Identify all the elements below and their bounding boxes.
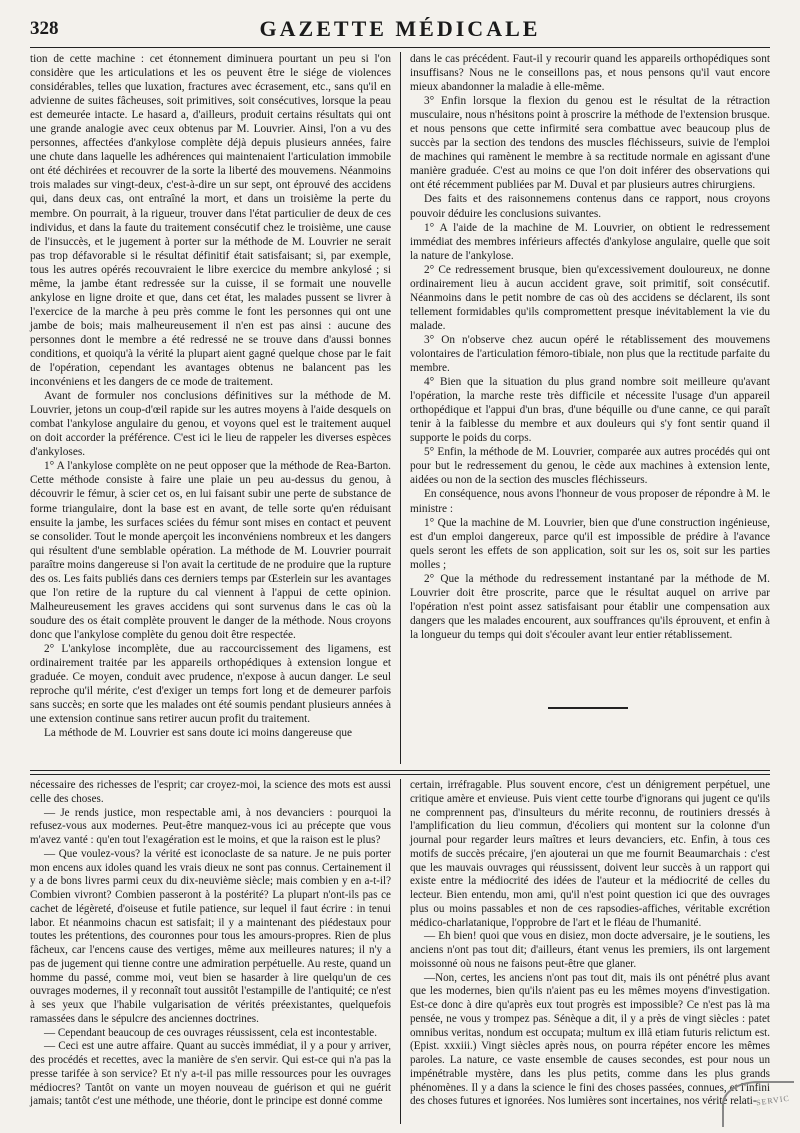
feuilleton-paragraph: —Non, certes, les anciens n'ont pas tout dit, mais ils ont pénétré plus avant que les modernes, bien qu'ils n'aient pas eu les mêmes moyens d'investigation. Est-ce donc à dire qu'après eux tout progrès est impossible? Ce n'est pas là ma pensée, ne vous y trompez pas. Sénèque a dit, il y a près de vingt siècles : patet omnibus veritas, nondum est occupata; multum ex illâ etiam futuris relictum est. (Epist. xxxiii.) Vingt siècles après nous, on pourra répéter encore les mêmes paroles. La nature, ce vaste ensemble de causes secondes, est pour nous un impénétrable mystère, dans les plus petits, comme dans les plus grands phénomènes. Il y a dans la science le fini des choses passées, connues, et l'infini des choses futures et ignorées. Nos lumières sont incertaines, nos vérité relati-: [410, 971, 770, 1108]
column-divider: [400, 52, 401, 764]
journal-title: GAZETTE MÉDICALE: [259, 16, 541, 41]
feuilleton-column-left: [30, 779, 391, 1124]
report-paragraph: Avant de formuler nos conclusions définitives sur la méthode de M. Louvrier, jetons un coup-d'œil rapide sur les autres moyens à l'aide desquels on combat l'ankylose angulaire du genou, et voyons quel est le traitement auquel on doit accorder la préférence. C'est ici le lieu de rappeler les diverses espèces d'ankyloses.: [30, 390, 391, 459]
report-column-left: [30, 52, 391, 764]
header-rule: [30, 47, 770, 48]
feuilleton-column-right: [410, 779, 770, 1108]
feuilleton-paragraph: — Ceci est une autre affaire. Quant au succès immédiat, il y a pour y arriver, des procédés et recettes, avec la manière de s'en servir. Qui est-ce qui n'a pas la presse tarifée à son service? Et n'y a-t-il pas mille ressources pour les ouvrages médiocres? Tantôt on vante un moyen nouveau de guérison et qui ne guérit jamais; tantôt c'est une méthode, une théorie, dont le principe est donné comme: [30, 1040, 391, 1108]
section-end-rule: [548, 707, 628, 709]
feuilleton-separator: [30, 770, 770, 775]
report-paragraph: 1° Que la machine de M. Louvrier, bien que d'une construction ingénieuse, est d'un emploi dangereux, parce qu'il est impossible de prédire à l'avance quels seront les effets de son application, soit sur les os, soit sur les parties molles ;: [410, 516, 770, 571]
report-paragraph: 1° A l'aide de la machine de M. Louvrier, on obtient le redressement immédiat des membres inférieurs affectés d'ankylose angulaire, quelle que soit la nature de l'ankylose.: [410, 221, 770, 262]
report-paragraph: 2° Que la méthode du redressement instantané par la méthode de M. Louvrier doit être proscrite, parce que le résultat auquel on arrive par l'opération n'est point assez satisfaisant pour établir une compensation aux dangers que les malades encourent, aux souffrances qu'ils éprouvent, et enfin à la longueur du temps qui doit s'écouler avant leur entier rétablissement.: [410, 572, 770, 641]
feuilleton-paragraph: nécessaire des richesses de l'esprit; car croyez-moi, la science des mots est aussi celle des choses.: [30, 779, 391, 805]
feuilleton-paragraph: — Cependant beaucoup de ces ouvrages réussissent, cela est incontestable.: [44, 1026, 378, 1039]
report-paragraph: Des faits et des raisonnemens contenus dans ce rapport, nous croyons pouvoir déduire les conclusions suivantes.: [410, 193, 770, 220]
report-paragraph: dans le cas précédent. Faut-il y recourir quand les appareils orthopédiques sont insuffisans? Nous ne le conseillons pas, et nous pensons qu'il vaut encore mieux abandonner la maladie à elle-même.: [410, 53, 770, 94]
report-column-right: [410, 52, 770, 692]
feuilleton-paragraph: — Je rends justice, mon respectable ami, à nos devanciers : pourquoi la refusez-vous aux modernes. Peut-être manquez-vous ici au précepte que vous m'avez vanté : qu'en tout l'exagération est le moins, et que la raison est le plus?: [30, 806, 391, 846]
feuilleton-paragraph: — Eh bien! quoi que vous en disiez, mon docte adversaire, je le soutiens, les anciens n'ont pas tout dit; d'ailleurs, étant venus les premiers, ils ont largement moissonné où nous ne faisons peut-être que glaner.: [410, 930, 770, 970]
report-paragraph: 4° Bien que la situation du plus grand nombre soit meilleure qu'avant l'opération, la marche reste très difficile et nécessite l'usage d'un appareil orthopédique et l'appui d'un bras, d'une béquille ou d'une canne, ce qui paraît tenir à la faiblesse du membre et aux douleurs qui s'y font sentir quand il supporte le poids du corps.: [410, 376, 770, 445]
report-paragraph: 3° On n'observe chez aucun opéré le rétablissement des mouvemens volontaires de l'articulation fémoro-tibiale, non plus que la rectitude parfaite du membre.: [410, 333, 770, 375]
page-header: [30, 14, 770, 44]
library-stamp-text: SERVIC: [755, 1093, 791, 1108]
report-paragraph: 2° Ce redressement brusque, bien qu'excessivement douloureux, ne donne ordinairement lieu à aucun accident grave, soit primitif, soit consécutif. Néanmoins dans le petit nombre de cas où des accidens se déclarent, ils sont tellement formidables qu'ils compromettent presque inévitablement la vie du malade.: [410, 263, 770, 332]
report-paragraph: 5° Enfin, la méthode de M. Louvrier, comparée aux autres procédés qui ont pour but le redressement du genou, le cède aux machines à extension lente, aidées ou non de la section des muscles fléchisseurs.: [410, 446, 770, 487]
report-paragraph: 1° A l'ankylose complète on ne peut opposer que la méthode de Rea-Barton. Cette méthode consiste à faire une plaie un peu au-dessus du genou, à découvrir le fémur, à scier cet os, en lui faisant subir une perte de substance de forme triangulaire, dont la base est en avant, de telle sorte qu'en réduisant ensuite la jambe, les surfaces sciées du fémur sont mises en contact et peuvent se consolider. Tout le monde aperçoit les inconvéniens nombreux et les dangers qui résultent d'une semblable opération. La méthode de M. Louvrier pourrait paraître moins dangereuse si l'on avait la certitude de ne produire que la rupture des os. Les faits publiés dans ces derniers temps par Œsterlein sur les avantages que l'on retire de la rupture du cal viennent à l'appui de cette opinion. Malheureusement les graves accidens qui sont survenus dans le cas où la soudure des os était complète prouvent le danger de la méthode. Nous croyons donc que l'ankylose complète du genou doit être respectée.: [30, 460, 391, 641]
report-paragraph: 2° L'ankylose incomplète, due au raccourcissement des ligamens, est ordinairement traitée par les appareils orthopédiques à extension longue et graduée. Ce moyen, conduit avec prudence, n'expose à aucun danger. Le seul reproche qu'il mérite, c'est d'exiger un temps fort long et de demeurer parfois sans succès; en sorte que les malades ont été soumis pendant plusieurs années à une extension continue sans retirer aucun profit du traitement.: [30, 642, 391, 726]
feuilleton-paragraph: certain, irréfragable. Plus souvent encore, c'est un dénigrement perpétuel, une critique amère et envieuse. Puis vient cette tourbe d'ignorans qui jugent ce qu'ils ne comprennent pas, d'insulteurs du mérite reconnu, de routiniers dressés à l'amplification du lieu commun, d'écoliers qui montent sur la colonne d'un journal pour regarder leurs maîtres et leurs devanciers, etc. Enfin, à tous ces motifs de succès précaire, j'en ajouterai un que me fournit Beaumarchais : c'est que les mauvais ouvrages qui réussissent, doivent leur succès à un rapport qui existe entre la médiocrité des idées de l'auteur et la médiocrité de celles du lecteur. Bien entendu, mon ami, qu'il n'est point question ici que des ouvrages plus ou moins passables et non de ces rapsodies-affiches, véritable excrétion médico-charlatanique, l'opprobre de l'art et le fléau de l'humanité.: [410, 779, 770, 929]
feuilleton-paragraph: — Que voulez-vous? la vérité est iconoclaste de sa nature. Je ne puis porter mon encens aux idoles quand les vrais dieux ne sont pas connus. Certainement il y a de bons livres parmi ceux du dix-neuvième siècle; mais combien y en a-t-il? Combien vivront? Combien passeront à la postérité? La plupart n'ont-ils pas ce cachet de légèreté, d'oiseuse et futile patience, sur lequel il faut écrire : in tenui labor. Et néanmoins chacun est satisfait; il y a maintenant des piédestaux pour toutes les prétentions, des couronnes pour tous les amours-propres. Rien de plus fâcheux, car l'encens cause des vertiges, même aux meilleures natures; il n'y a pas de jugement qui tienne contre une admiration perpétuelle. Au reste, quand un homme du passé, comme moi, veut bien se hasarder à lire quelqu'un de ces ouvrages modernes, il y reconnaît tout aussitôt l'estampille de l'antiquité; ce n'est à ses yeux que l'habile vulgarisation de vérités préexistantes, quelquefois ramassées dans le sépulcre des anciennes doctrines.: [30, 847, 391, 1025]
report-paragraph: En conséquence, nous avons l'honneur de vous proposer de répondre à M. le ministre :: [410, 488, 770, 515]
report-paragraph: La méthode de M. Louvrier est sans doute ici moins dangereuse que: [44, 727, 353, 740]
feuilleton-column-divider: [400, 779, 401, 1124]
report-paragraph: tion de cette machine : cet étonnement diminuera pourtant un peu si l'on considère que les articulations et les os peuvent être le siége de violences considérables, telles que luxation, fractures avec écrasement, etc., sans qu'il en advienne de suites fâcheuses, soit primitives, soit consécutives, lorsque la peau est demeurée intacte. Le hasard a, d'ailleurs, produit certains résultats qui ont une grande analogie avec ceux obtenus par M. Louvrier. Ainsi, l'on a vu des personnes, affectées d'ankylose complète déjà depuis plusieurs années, faire une chute dans laquelle les adhérences qui maintenaient l'articulation immobile ont été déchirées et recouvrer de la sorte la liberté des mouvemens. Néanmoins trois malades sur vingt-deux, c'est-à-dire un sur sept, ont éprouvé des accidens qui, dans deux cas, ont entraîné la mort, et dans un troisième la perte du membre. On pourrait, à la rigueur, trouver dans l'état particulier de deux de ces individus, et dans la faute du traitement consécutif chez le troisième, une cause de l'insuccès, et le jugement à porter sur la méthode de M. Louvrier ne serait pas trop défavorable si le résultat définitif était satisfaisant; si, par exemple, tous les autres opérés recouvraient le libre exercice du membre ankylosé ; si même, la jambe étant redressée sur la cuisse, il se formait une nouvelle ankylose en ligne droite et que, dans cet état, les malades pussent se livrer à l'exercice de la marche à peu près comme le font les personnes qui ont une jambe de bois; mais malheureusement il n'en est pas ainsi : aucune des personnes dont le membre a été redressé ne se trouve dans d'aussi bonnes conditions, et quoiqu'à la vérité la plupart aient gagné quelque chose par le fait de l'opération, cependant les avantages obtenus ne balancent pas les inconvéniens et les dangers de ce mode de traitement.: [30, 53, 391, 389]
page-number: 328: [30, 18, 59, 39]
report-paragraph: 3° Enfin lorsque la flexion du genou est le résultat de la rétraction musculaire, nous n'hésitons point à proscrire la méthode de l'extension brusque. et nous pensons que cette infirmité sera combattue avec beaucoup plus de succès par la section des tendons des muscles fléchisseurs, suivie de l'emploi de machines qui ramènent le membre à sa rectitude normale en agissant d'une manière graduée. C'est au moins ce que l'on doit inférer des observations qui ont été récemment publiées par M. Duval et par plusieurs autres chirurgiens.: [410, 95, 770, 192]
